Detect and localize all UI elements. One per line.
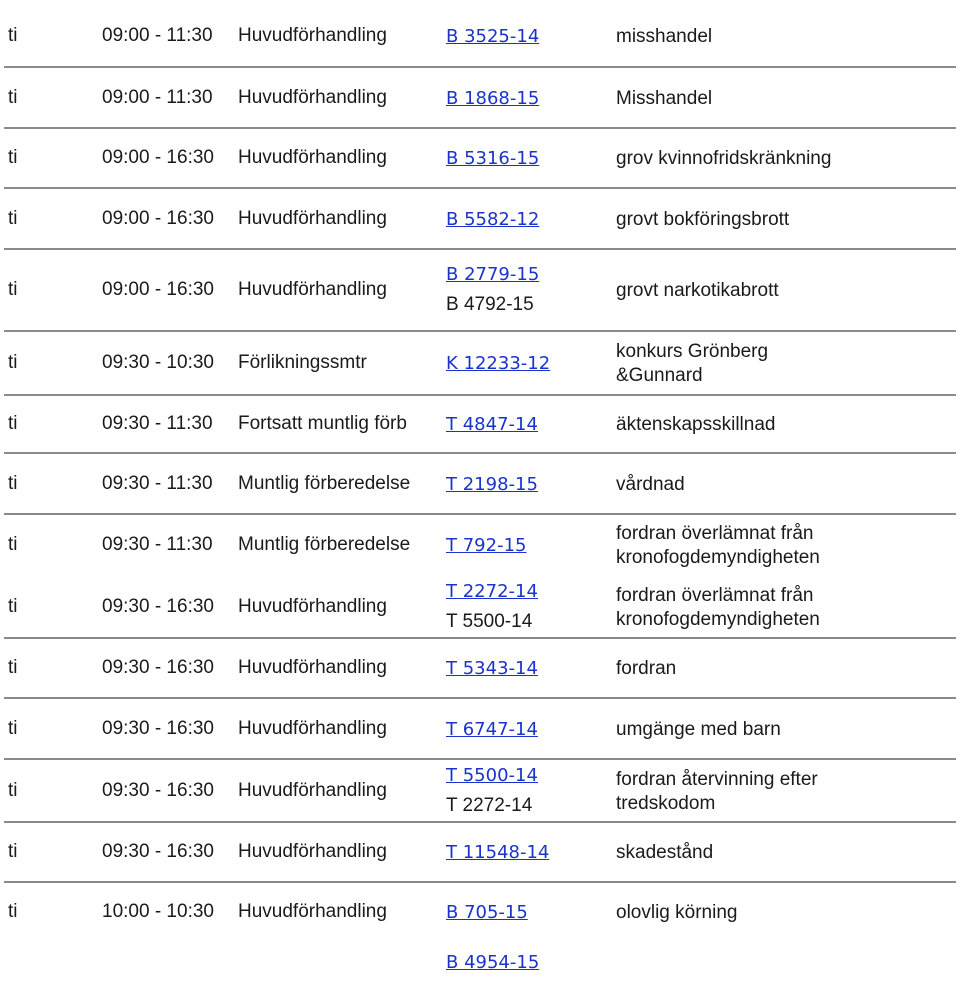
case-number-link[interactable]: T 792-15 <box>446 535 527 556</box>
time-cell: 09:30 - 16:30 <box>102 596 214 617</box>
case-number-cell <box>446 144 539 174</box>
case-number-link[interactable]: B 5582-12 <box>446 208 540 230</box>
time-cell: 09:00 - 16:30 <box>102 147 214 168</box>
day-cell: ti <box>8 779 18 801</box>
hearing-type-cell: Huvudförhandling <box>238 147 387 168</box>
case-description-line: äktenskapsskillnad <box>616 414 776 435</box>
case-description-cell <box>616 473 685 497</box>
case-description-cell <box>616 87 712 111</box>
table-row <box>0 699 960 760</box>
case-description-line: olovlig körning <box>616 902 738 923</box>
case-number-link[interactable]: T 5500-14 <box>446 764 538 786</box>
table-row <box>0 129 960 189</box>
case-description-line: &Gunnard <box>616 365 703 386</box>
table-row <box>0 883 960 943</box>
time-cell: 09:00 - 11:30 <box>102 86 213 108</box>
case-description-cell <box>616 768 818 816</box>
case-number-cell <box>446 948 539 978</box>
hearing-type-cell: Huvudförhandling <box>238 657 387 678</box>
case-number-text: T 5500-14 <box>446 611 533 632</box>
table-row <box>0 5 960 68</box>
time-cell: 09:30 - 16:30 <box>102 717 214 739</box>
case-number-cell <box>446 410 538 440</box>
case-number-link[interactable]: T 11548-14 <box>446 842 550 863</box>
case-description-line: vårdnad <box>616 473 685 495</box>
case-description-line: umgänge med barn <box>616 718 781 740</box>
time-cell: 09:30 - 11:30 <box>102 413 213 434</box>
time-cell: 10:00 - 10:30 <box>102 901 214 922</box>
case-number-cell <box>446 761 538 821</box>
table-row <box>0 250 960 332</box>
hearing-type-cell: Muntlig förberedelse <box>238 472 411 494</box>
case-number-cell <box>446 84 539 114</box>
case-number-link[interactable]: B 3525-14 <box>446 25 540 47</box>
day-cell: ti <box>8 352 18 373</box>
time-cell: 09:30 - 11:30 <box>102 534 213 555</box>
case-number-cell <box>446 838 549 868</box>
case-description-cell <box>616 208 789 232</box>
hearing-type-cell: Huvudförhandling <box>238 779 387 801</box>
case-number-cell <box>446 470 538 500</box>
time-cell: 09:30 - 11:30 <box>102 472 213 494</box>
table-row <box>0 454 960 515</box>
case-description-line: tredskodom <box>616 792 716 814</box>
table-row <box>0 823 960 883</box>
hearing-type-cell: Huvudförhandling <box>238 841 387 862</box>
case-description-line: Misshandel <box>616 87 713 109</box>
case-description-line: grovt narkotikabrott <box>616 280 779 301</box>
case-number-cell <box>446 531 526 561</box>
case-description-cell <box>616 279 779 303</box>
time-cell: 09:30 - 16:30 <box>102 841 214 862</box>
hearing-type-cell: Huvudförhandling <box>238 24 387 46</box>
table-row <box>0 68 960 129</box>
time-cell: 09:30 - 16:30 <box>102 657 214 678</box>
day-cell: ti <box>8 24 18 46</box>
table-row <box>0 332 960 396</box>
case-number-link[interactable]: B 2779-15 <box>446 264 540 285</box>
day-cell: ti <box>8 717 18 739</box>
hearing-type-cell: Huvudförhandling <box>238 901 387 922</box>
case-description-cell <box>616 841 713 865</box>
day-cell: ti <box>8 901 18 922</box>
hearing-type-cell: Muntlig förberedelse <box>238 534 411 555</box>
case-number-cell <box>446 260 539 320</box>
hearing-type-cell: Fortsatt muntlig förb <box>238 413 407 434</box>
day-cell: ti <box>8 657 18 678</box>
hearing-type-cell: Huvudförhandling <box>238 86 387 108</box>
case-description-cell <box>616 413 775 437</box>
case-number-cell <box>446 898 528 928</box>
case-description-cell <box>616 340 768 388</box>
case-number-link[interactable]: T 5343-14 <box>446 658 538 679</box>
hearing-type-cell: Huvudförhandling <box>238 207 387 229</box>
case-description-cell <box>616 901 737 925</box>
case-number-cell <box>446 22 539 52</box>
case-number-link[interactable]: T 6747-14 <box>446 718 538 740</box>
day-cell: ti <box>8 841 18 862</box>
day-cell: ti <box>8 472 18 494</box>
table-row <box>0 943 960 983</box>
time-cell: 09:00 - 11:30 <box>102 24 213 46</box>
hearing-type-cell: Huvudförhandling <box>238 596 387 617</box>
case-description-line: skadestånd <box>616 842 714 863</box>
table-row <box>0 639 960 699</box>
case-number-link[interactable]: B 4954-15 <box>446 952 540 973</box>
case-description-line: fordran <box>616 658 677 679</box>
case-number-link[interactable]: T 2198-15 <box>446 473 538 495</box>
case-description-line: misshandel <box>616 25 713 47</box>
case-number-cell <box>446 205 539 235</box>
case-number-link[interactable]: B 1868-15 <box>446 87 540 109</box>
time-cell: 09:30 - 16:30 <box>102 779 214 801</box>
day-cell: ti <box>8 207 18 229</box>
case-number-cell <box>446 349 550 379</box>
case-number-link[interactable]: T 2272-14 <box>446 581 538 602</box>
case-description-line: grovt bokföringsbrott <box>616 208 790 230</box>
day-cell: ti <box>8 534 18 555</box>
day-cell: ti <box>8 413 18 434</box>
day-cell: ti <box>8 596 18 617</box>
case-description-cell <box>616 25 712 49</box>
case-description-cell <box>616 718 781 742</box>
case-description-line: fordran överlämnat från <box>616 585 814 606</box>
table-row <box>0 189 960 250</box>
case-number-text: T 2272-14 <box>446 794 533 816</box>
case-description-cell <box>616 522 820 570</box>
case-number-cell <box>446 654 538 684</box>
hearing-type-cell: Huvudförhandling <box>238 279 387 300</box>
time-cell: 09:30 - 10:30 <box>102 352 214 373</box>
case-description-line: konkurs Grönberg <box>616 341 769 362</box>
case-number-cell <box>446 715 538 745</box>
case-number-link[interactable]: B 705-15 <box>446 902 528 923</box>
table-row <box>0 515 960 577</box>
case-description-cell <box>616 147 831 171</box>
day-cell: ti <box>8 147 18 168</box>
case-number-cell <box>446 577 538 637</box>
case-number-link[interactable]: T 4847-14 <box>446 414 538 435</box>
case-description-line: fordran återvinning efter <box>616 768 818 790</box>
day-cell: ti <box>8 279 18 300</box>
case-number-link[interactable]: K 12233-12 <box>446 353 551 374</box>
case-description-cell <box>616 657 676 681</box>
table-row <box>0 760 960 823</box>
case-number-link[interactable]: B 5316-15 <box>446 148 540 169</box>
case-description-cell <box>616 584 820 632</box>
hearing-type-cell: Förlikningssmtr <box>238 352 367 373</box>
case-description-line: kronofogdemyndigheten <box>616 609 820 630</box>
day-cell: ti <box>8 86 18 108</box>
hearing-type-cell: Huvudförhandling <box>238 717 387 739</box>
case-description-line: kronofogdemyndigheten <box>616 547 820 568</box>
case-number-text: B 4792-15 <box>446 294 534 315</box>
time-cell: 09:00 - 16:30 <box>102 207 214 229</box>
table-row <box>0 396 960 454</box>
case-description-line: grov kvinnofridskränkning <box>616 148 832 169</box>
table-row <box>0 577 960 639</box>
time-cell: 09:00 - 16:30 <box>102 279 214 300</box>
case-description-line: fordran överlämnat från <box>616 523 814 544</box>
